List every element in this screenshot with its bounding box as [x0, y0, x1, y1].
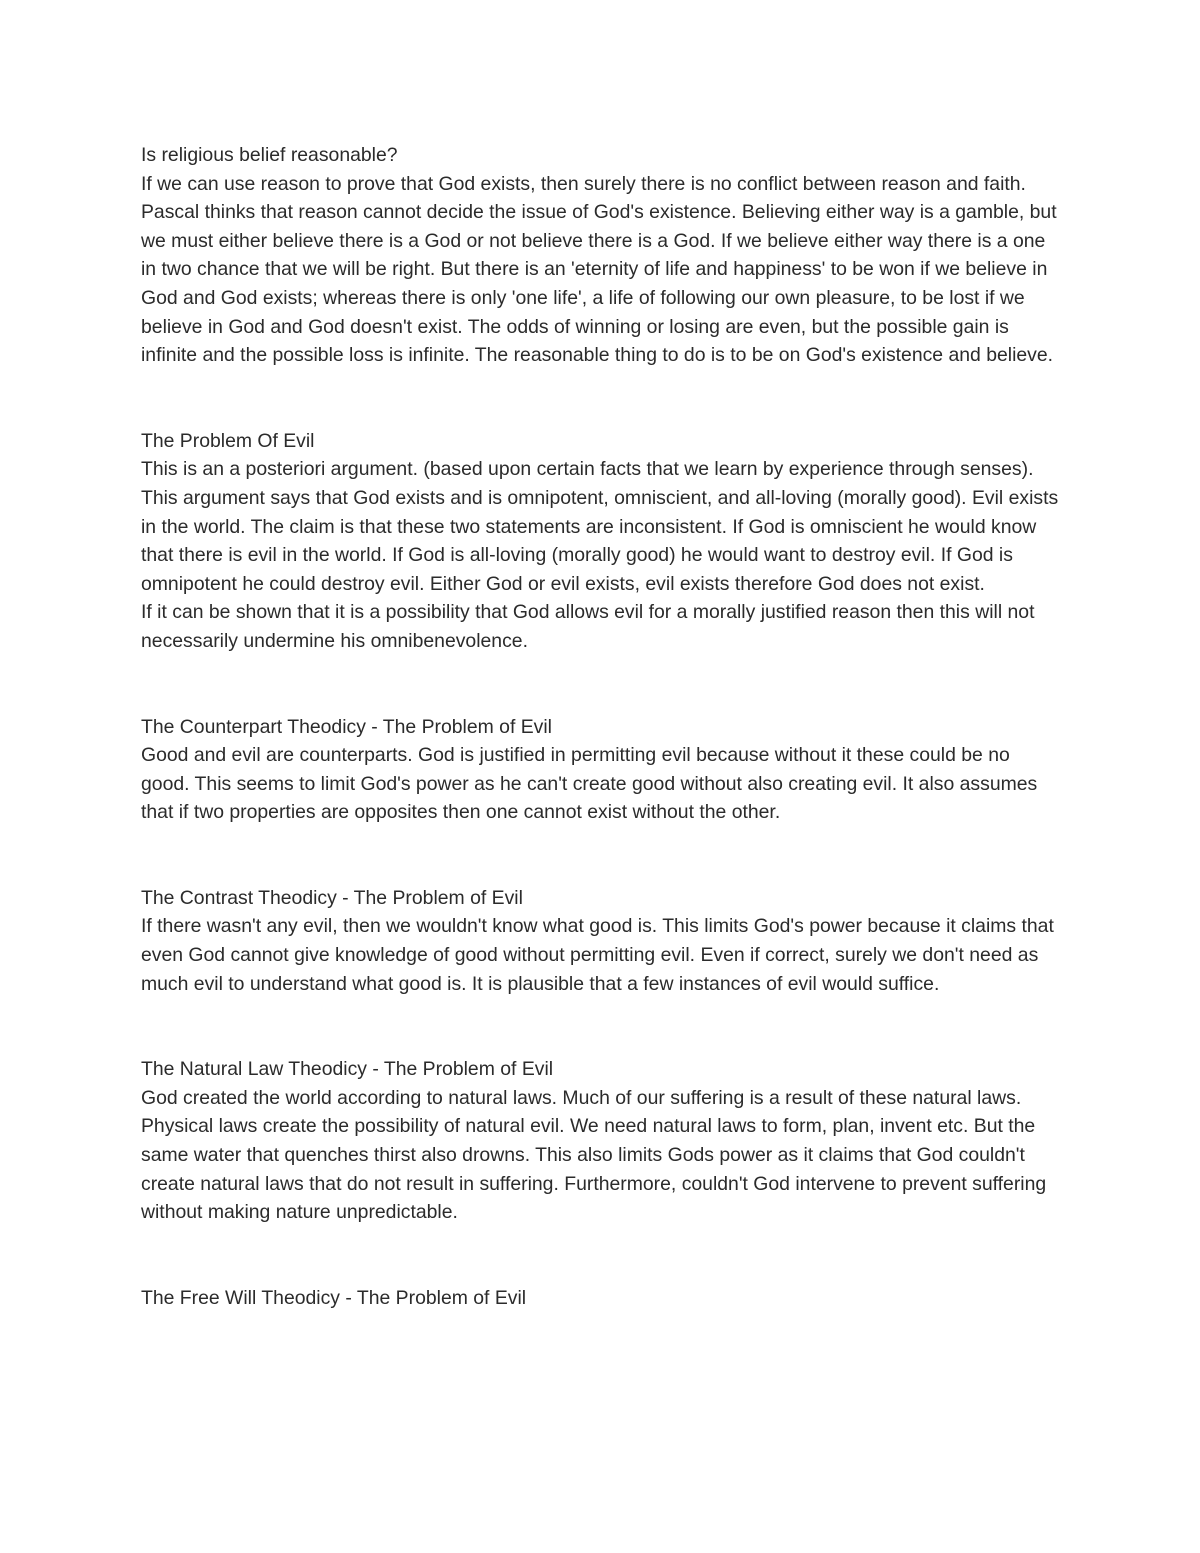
section-paragraph: God created the world according to natural laws. Much of our suffering is a result of these natural laws. Physical laws create the possibility of natural evil. We need natural laws to form, plan, invent etc. But the same water that quenches thirst also drowns. This also limits Gods power as it claims that God couldn't create natural laws that do not result in suffering. Furthermore, couldn't God intervene to prevent suffering without making nature unpredictable. — [141, 1086, 1047, 1224]
section-heading: Is religious belief reasonable? — [141, 144, 398, 166]
section-free-will-theodicy — [141, 1284, 1059, 1313]
section-problem-of-evil — [141, 427, 1059, 656]
document-page — [141, 141, 1059, 1312]
section-contrast-theodicy — [141, 884, 1059, 998]
section-natural-law-theodicy — [141, 1055, 1059, 1227]
section-paragraph: If it can be shown that it is a possibility that God allows evil for a morally justified reason then this will not necessarily undermine his omnibenevolence. — [141, 601, 1035, 652]
section-heading: The Contrast Theodicy - The Problem of Evil — [141, 886, 523, 909]
section-counterpart-theodicy — [141, 713, 1059, 827]
section-heading: The Counterpart Theodicy - The Problem of Evil — [141, 715, 552, 738]
section-heading: The Problem Of Evil — [141, 429, 315, 452]
section-heading: The Natural Law Theodicy - The Problem of Evil — [141, 1058, 554, 1081]
section-religious-belief — [141, 141, 1059, 370]
section-heading: The Free Will Theodicy - The Problem of Evil — [141, 1286, 527, 1309]
section-paragraph: Good and evil are counterparts. God is justified in permitting evil because without it these could be no good. This seems to limit God's power as he can't create good without also creating evil. It also assumes that if two properties are opposites then one cannot exist without the other. — [141, 744, 1038, 824]
section-paragraph: If there wasn't any evil, then we wouldn't know what good is. This limits God's power because it claims that even God cannot give knowledge of good without permitting evil. Even if correct, surely we don't need as much evil to understand what good is. It is plausible that a few instances of evil would suffice. — [141, 915, 1054, 995]
section-paragraph: If we can use reason to prove that God exists, then surely there is no conflict between reason and faith. Pascal thinks that reason cannot decide the issue of God's existence. Believing either way is a gamble, but we must either believe there is a God or not believe there is a God. If we believe either way there is a one in two chance that we will be right. But there is an 'eternity of life and happiness' to be won if we believe in God and God exists; whereas there is only 'one life', a life of following our own pleasure, to be lost if we believe in God and God doesn't exist. The odds of winning or losing are even, but the possible gain is infinite and the possible loss is infinite. The reasonable thing to do is to be on God's existence and believe. — [141, 172, 1057, 367]
section-paragraph: This is an a posteriori argument. (based upon certain facts that we learn by experience through senses). This argument says that God exists and is omnipotent, omniscient, and all-loving (morally good). Evil exists in the world. The claim is that these two statements are inconsistent. If God is omniscient he would know that there is evil in the world. If God is all-loving (morally good) he would want to destroy evil. If God is omnipotent he could destroy evil. Either God or evil exists, evil exists therefore God does not exist. — [141, 458, 1059, 595]
